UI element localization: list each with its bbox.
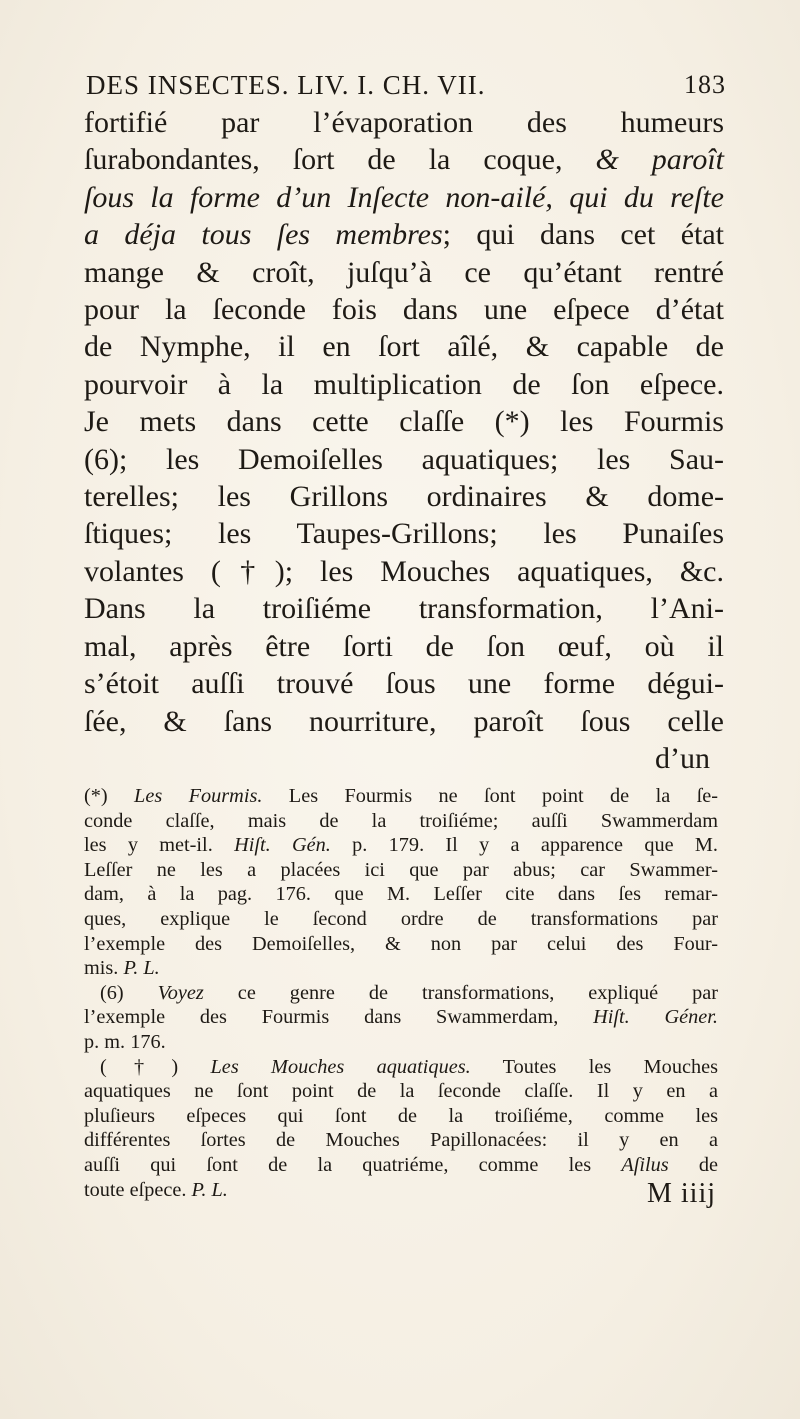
text-run: volantes (†); les Mouches aquatiques, &c. [84, 554, 724, 588]
text-run: ſtiques; les Taupes-Grillons; les Punaiſes [84, 517, 724, 551]
text-run: (*) [84, 785, 135, 807]
page-number: 183 [684, 70, 726, 99]
text-run: mis. [84, 957, 124, 980]
text-run: terelles; les Grillons ordinaires & dome- [84, 480, 724, 514]
text-run: Les Fourmis ne ſont point de la ſe- [262, 785, 718, 807]
running-head [86, 66, 726, 106]
text-line [84, 478, 724, 515]
text-line [84, 590, 724, 627]
text-run: Je mets dans cette claſſe (*) les Fourmis [84, 405, 724, 439]
text-run: Dans la troiſiéme transformation, l’Ani- [84, 592, 724, 626]
text-line [84, 665, 724, 702]
text-line [84, 553, 724, 590]
text-run: de Nymphe, il en ſort aîlé, & capable de [84, 330, 724, 364]
text-run: l’exemple des Fourmis dans Swammerdam, [84, 1006, 594, 1029]
italic-run: & paroît [595, 143, 724, 177]
footnote-line [84, 784, 718, 809]
text-run: Leſſer ne les a placées ici que par abus; car Swammer- [84, 858, 718, 881]
footnote-line [84, 956, 718, 981]
text-line [84, 141, 724, 178]
footnotes-block [84, 784, 718, 1202]
italic-run: P. L. [191, 1178, 228, 1201]
text-run: de [668, 1153, 718, 1176]
text-run: (6); les Demoiſelles aquatiques; les Sau- [84, 442, 724, 476]
text-run: ſurabondantes, ſort de la coque, [84, 143, 596, 177]
footnote-line [84, 882, 718, 907]
text-run: d’un [655, 741, 710, 775]
text-run: auſſi qui ſont de la quatriéme, comme les [84, 1153, 622, 1176]
text-line [84, 291, 724, 328]
footnote-line [84, 1005, 718, 1030]
text-run: différentes ſortes de Mouches Papillonacées: il y en a [84, 1129, 718, 1152]
text-run: p. 179. Il y a apparence que M. [330, 834, 718, 857]
footnote-line [84, 809, 718, 834]
footnote-line [84, 1030, 718, 1055]
text-run: aquatiques ne ſont point de la ſeconde claſſe. Il y en a [84, 1080, 718, 1103]
text-run: ſée, & ſans nourriture, paroît ſous celle [84, 704, 724, 738]
text-run: conde claſſe, mais de la troiſiéme; auſſi Swammerdam [84, 809, 718, 832]
text-run: toute eſpece. [84, 1178, 192, 1201]
text-run: ; qui dans cet état [442, 218, 724, 252]
signature-mark: M iiij [646, 1178, 716, 1209]
text-run: mange & croît, juſqu’à ce qu’étant rentré [84, 255, 724, 289]
italic-run: Voyez [157, 981, 204, 1004]
text-run: s’étoit auſſi trouvé ſous une forme dégui- [84, 667, 724, 701]
text-run: ques, explique le ſecond ordre de transformations par [84, 907, 718, 930]
text-line [84, 328, 724, 365]
footnote-line [84, 1178, 718, 1203]
text-run: mal, après être ſorti de ſon œuf, où il [84, 629, 724, 663]
footnote-line [84, 833, 718, 858]
footnote-line [84, 1079, 718, 1104]
text-run: p. m. 176. [84, 1030, 166, 1053]
text-run: pourvoir à la multiplication de ſon eſpece. [84, 367, 724, 401]
italic-run: Les Fourmis. [134, 785, 263, 807]
text-line [84, 179, 724, 216]
running-head-title: DES INSECTES. LIV. I. CH. VII. [86, 70, 486, 100]
main-text-block [84, 104, 724, 777]
text-run: (†) [100, 1055, 211, 1078]
text-line [84, 254, 724, 291]
text-line [84, 366, 724, 403]
text-line [84, 740, 724, 777]
text-line [84, 515, 724, 552]
italic-run: Hiſt. Gén. [234, 834, 331, 857]
text-run: Toutes les Mouches [470, 1055, 719, 1078]
text-run: les y met-il. [84, 834, 235, 857]
italic-run: Hiſt. Géner. [593, 1006, 718, 1029]
text-run: ce genre de transformations, expliqué par [203, 981, 719, 1004]
italic-run: ſous la forme d’un Inſecte non-ailé, qui du reſte [84, 180, 724, 214]
italic-run: P. L. [123, 957, 160, 980]
footnote-line [84, 858, 718, 883]
text-line [84, 628, 724, 665]
footnote-line [84, 932, 718, 957]
footnote-line [84, 1153, 718, 1178]
text-run: pluſieurs eſpeces qui ſont de la troiſiéme, comme les [84, 1104, 718, 1127]
footnote-line [84, 1128, 718, 1153]
text-line [84, 216, 724, 253]
italic-run: a déja tous ſes membres [84, 218, 443, 252]
italic-run: Les Mouches aquatiques. [210, 1055, 471, 1078]
text-run: pour la ſeconde fois dans une eſpece d’état [84, 293, 724, 327]
footnote-line [84, 907, 718, 932]
text-run: fortifié par l’évaporation des humeurs [84, 106, 724, 139]
text-run: l’exemple des Demoiſelles, & non par celui des Four- [84, 932, 718, 955]
italic-run: Aſilus [621, 1153, 669, 1176]
text-line [84, 403, 724, 440]
footnote-line [84, 981, 718, 1006]
footnote-line [84, 1104, 718, 1129]
text-line [84, 104, 724, 141]
text-run: dam, à la pag. 176. que M. Leſſer cite dans ſes remar- [84, 883, 718, 906]
footnote-line [84, 1055, 718, 1080]
text-run: (6) [100, 981, 158, 1004]
text-line [84, 703, 724, 740]
text-line [84, 441, 724, 478]
